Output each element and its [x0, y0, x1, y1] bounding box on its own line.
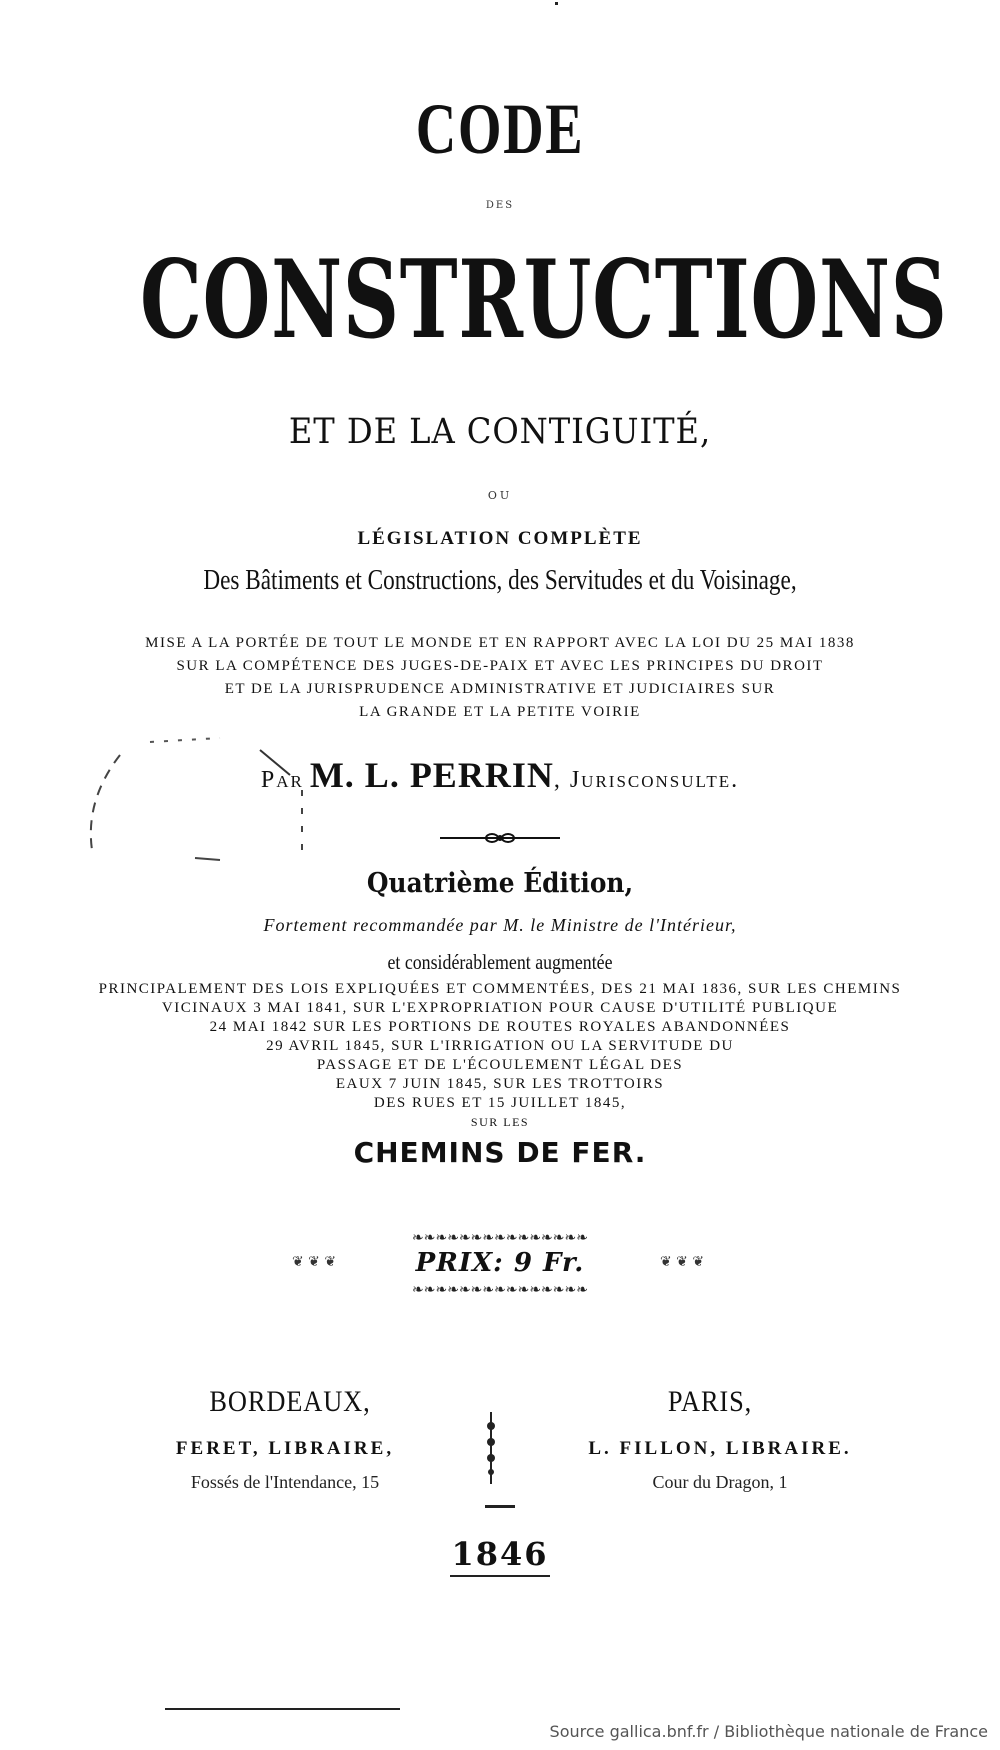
mise-line: ET DE LA JURISPRUDENCE ADMINISTRATIVE ET JUDICIAIRES SUR [224, 681, 776, 697]
source-attribution: Source gallica.bnf.fr / Bibliothèque nationale de France [549, 1722, 988, 1741]
laws-line: 24 MAI 1842 SUR LES PORTIONS DE ROUTES ROYALES ABANDONNÉES [209, 1019, 791, 1035]
laws-line: EAUX 7 JUIN 1845, SUR LES TROTTOIRS [335, 1076, 665, 1092]
year-underline [450, 1575, 550, 1577]
left-publisher: FERET, LIBRAIRE, [175, 1438, 395, 1459]
laws-line: PASSAGE ET DE L'ÉCOULEMENT LÉGAL DES [316, 1057, 684, 1073]
laws-line: SUR LES [470, 1115, 530, 1129]
cartouche-right-flourish: ❦ ❦ ❦ [660, 1254, 705, 1270]
mise-paragraph [0, 632, 1000, 724]
right-publisher: L. FILLON, LIBRAIRE. [588, 1438, 852, 1459]
batiments-subtitle: Des Bâtiments et Constructions, des Servitudes et du Voisinage, [203, 564, 797, 596]
author-name: M. L. PERRIN [309, 755, 554, 795]
title-constructions: CONSTRUCTIONS [140, 237, 948, 363]
cartouche-left-flourish: ❦ ❦ ❦ [292, 1254, 337, 1270]
top-speck [555, 2, 558, 5]
edition-heading: Quatrième Édition, [366, 868, 634, 899]
price-text: PRIX: 9 Fr. [415, 1248, 585, 1278]
title-code: CODE [415, 89, 585, 169]
mise-line: SUR LA COMPÉTENCE DES JUGES-DE-PAIX ET AVEC LES PRINCIPES DU DROIT [176, 658, 824, 674]
price-cartouche [340, 1230, 660, 1300]
recommendation-line: Fortement recommandée par M. le Ministre de l'Intérieur, [263, 915, 737, 935]
augmented-line: et considérablement augmentée [387, 950, 613, 974]
title-des: DES [485, 200, 515, 211]
mise-line: MISE A LA PORTÉE DE TOUT LE MONDE ET EN RAPPORT AVEC LA LOI DU 25 MAI 1838 [145, 635, 855, 651]
divider-ornament [440, 830, 560, 846]
chemins-heading: CHEMINS DE FER. [353, 1136, 647, 1169]
center-vine-ornament [482, 1412, 500, 1484]
subtitle-contiguite: ET DE LA CONTIGUITÉ, [288, 412, 712, 452]
cartouche-bottom-border: ❧❧❧❧❧❧❧❧❧❧❧❧❧❧❧ [412, 1282, 588, 1298]
laws-paragraph [0, 980, 1000, 1132]
right-city: PARIS, [667, 1385, 753, 1418]
left-address: Fossés de l'Intendance, 15 [190, 1472, 380, 1492]
conjunction-ou: OU [487, 489, 513, 502]
cartouche-top-border: ❧❧❧❧❧❧❧❧❧❧❧❧❧❧❧ [412, 1230, 588, 1246]
bottom-scan-mark [165, 1708, 400, 1710]
author-par: Par [260, 767, 304, 793]
laws-line: VICINAUX 3 MAI 1841, SUR L'EXPROPRIATION POUR CAUSE D'UTILITÉ PUBLIQUE [161, 1000, 839, 1016]
mise-line: LA GRANDE ET LA PETITE VOIRIE [359, 704, 641, 720]
legislation-heading: LÉGISLATION COMPLÈTE [357, 528, 643, 549]
stamp-mark [80, 730, 340, 870]
left-city: BORDEAUX, [209, 1385, 371, 1418]
author-title: , Jurisconsulte. [553, 767, 740, 793]
laws-line: PRINCIPALEMENT DES LOIS EXPLIQUÉES ET COMMENTÉES, DES 21 MAI 1836, SUR LES CHEMINS [98, 981, 902, 997]
laws-line: DES RUES ET 15 JUILLET 1845, [373, 1095, 627, 1111]
short-rule [485, 1505, 515, 1508]
right-address: Cour du Dragon, 1 [652, 1472, 788, 1492]
publication-year: 1846 [451, 1535, 549, 1573]
laws-line: 29 AVRIL 1845, SUR L'IRRIGATION OU LA SERVITUDE DU [266, 1038, 734, 1054]
author-line [0, 754, 1000, 796]
